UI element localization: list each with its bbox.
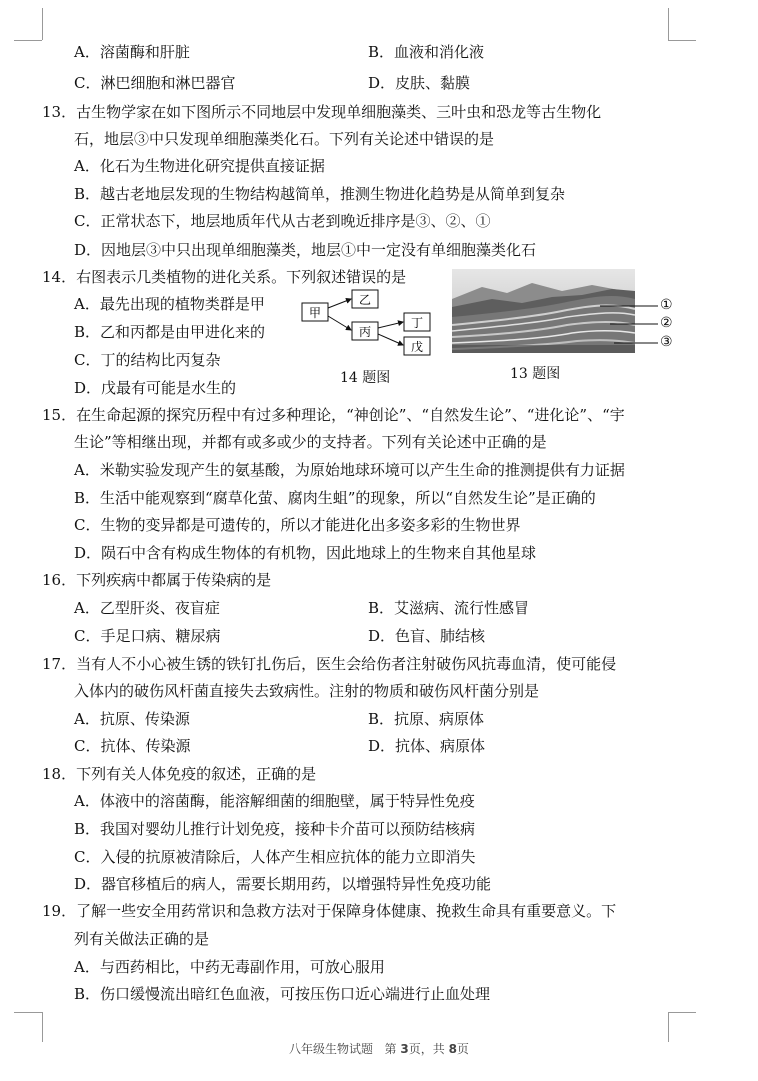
option-line: 石，地层③中只发现单细胞藻类化石。下列有关论述中错误的是 <box>74 130 495 148</box>
option-line: B．血液和消化液 <box>368 43 485 61</box>
option-line: B．艾滋病、流行性感冒 <box>368 599 530 617</box>
question-stem-line: 18．下列有关人体免疫的叙述，正确的是 <box>42 765 317 783</box>
option-line: B．我国对婴幼儿推行计划免疫，接种卡介苗可以预防结核病 <box>74 820 476 838</box>
footer-total-pages: 8 <box>448 1042 457 1056</box>
node-bing: 丙 <box>358 325 372 339</box>
option-line: C．丁的结构比丙复杂 <box>74 351 221 369</box>
footer-page-number: 3 <box>400 1042 409 1056</box>
marker-1: ① <box>660 297 673 313</box>
arrow-bing-wu <box>378 334 403 345</box>
question-stem-line: 13．古生物学家在如下图所示不同地层中发现单细胞藻类、三叶虫和恐龙等古生物化 <box>42 103 602 121</box>
question-stem-line: 19．了解一些安全用药常识和急救方法对于保障身体健康、挽救生命具有重要意义。下 <box>42 902 617 920</box>
option-line: A．溶菌酶和肝脏 <box>74 43 190 61</box>
crop-mark-bottom-right <box>668 1012 696 1013</box>
option-line: 生论”等相继出现，并都有或多或少的支持者。下列有关论述中正确的是 <box>74 433 547 451</box>
figure-14-diagram <box>296 286 436 360</box>
arrow-jia-bing <box>328 316 351 330</box>
option-line: B．越古老地层发现的生物结构越简单，推测生物进化趋势是从简单到复杂 <box>74 185 566 203</box>
arrow-bing-ding <box>378 322 403 328</box>
option-line: C．正常状态下，地层地质年代从古老到晚近排序是③、②、① <box>74 212 491 230</box>
node-yi: 乙 <box>358 293 372 307</box>
option-line: A．抗原、传染源 <box>74 710 190 728</box>
crop-mark-top-left <box>14 40 42 41</box>
crop-mark-bottom-left-v <box>42 1012 43 1042</box>
option-line: D．色盲、肺结核 <box>368 627 486 645</box>
question-stem-line: 17．当有人不小心被生锈的铁钉扎伤后，医生会给伤者注射破伤风抗毒血清，使可能侵 <box>42 655 617 673</box>
option-line: D．皮肤、黏膜 <box>368 74 471 92</box>
option-line: 列有关做法正确的是 <box>74 930 210 948</box>
option-line: B．抗原、病原体 <box>368 710 485 728</box>
question-stem-line: 16．下列疾病中都属于传染病的是 <box>42 571 272 589</box>
footer-page-mid: 页，共 <box>408 1042 445 1056</box>
option-line: 入体内的破伤风杆菌直接失去致病性。注射的物质和破伤风杆菌分别是 <box>74 682 540 700</box>
figure-13-caption: 13 题图 <box>510 366 561 382</box>
option-line: D．陨石中含有构成生物体的有机物，因此地球上的生物来自其他星球 <box>74 544 537 562</box>
node-jia: 甲 <box>308 306 322 320</box>
option-line: D．戊最有可能是水生的 <box>74 379 237 397</box>
option-line: A．最先出现的植物类群是甲 <box>74 295 265 313</box>
option-line: C．入侵的抗原被清除后，人体产生相应抗体的能力立即消失 <box>74 848 476 866</box>
option-line: C．抗体、传染源 <box>74 737 191 755</box>
crop-mark-bottom-right-v <box>668 1012 669 1042</box>
footer-subject: 八年级生物试题 <box>289 1042 374 1056</box>
crop-mark-bottom-left <box>14 1012 42 1013</box>
option-line: D．器官移植后的病人，需要长期用药，以增强特异性免疫功能 <box>74 875 492 893</box>
option-line: A．与西药相比，中药无毒副作用，可放心服用 <box>74 958 385 976</box>
option-line: A．体液中的溶菌酶，能溶解细菌的细胞壁，属于特异性免疫 <box>74 792 475 810</box>
option-line: C．手足口病、糖尿病 <box>74 627 221 645</box>
option-line: B．伤口缓慢流出暗红色血液，可按压伤口近心端进行止血处理 <box>74 985 491 1003</box>
crop-mark-top-right <box>668 40 696 41</box>
option-line: B．乙和丙都是由甲进化来的 <box>74 323 266 341</box>
option-line: C．生物的变异都是可遗传的，所以才能进化出多姿多彩的生物世界 <box>74 516 521 534</box>
marker-3: ③ <box>660 334 673 350</box>
option-line: D．抗体、病原体 <box>368 737 486 755</box>
figure-14-caption: 14 题图 <box>340 370 391 386</box>
question-stem-line: 14．右图表示几类植物的进化关系。下列叙述错误的是 <box>42 268 407 286</box>
node-ding: 丁 <box>410 316 424 330</box>
marker-2: ② <box>660 315 673 331</box>
figure-13-leader-lines <box>600 296 660 352</box>
option-line: A．化石为生物进化研究提供直接证据 <box>74 157 325 175</box>
question-stem-line: 15．在生命起源的探究历程中有过多种理论，“神创论”、“自然发生论”、“进化论”、“宇 <box>42 406 625 424</box>
footer-page-prefix: 第 <box>384 1042 397 1056</box>
option-line: C．淋巴细胞和淋巴器官 <box>74 74 236 92</box>
crop-mark-top-left-v <box>42 8 43 40</box>
arrow-jia-yi <box>328 299 351 308</box>
node-wu: 戊 <box>410 340 424 354</box>
option-line: A．米勒实验发现产生的氨基酸，为原始地球环境可以产生生命的推测提供有力证据 <box>74 461 625 479</box>
crop-mark-top-right-v <box>668 8 669 40</box>
option-line: D．因地层③中只出现单细胞藻类，地层①中一定没有单细胞藻类化石 <box>74 241 537 259</box>
option-line: A．乙型肝炎、夜盲症 <box>74 599 220 617</box>
option-line: B．生活中能观察到“腐草化萤、腐肉生蛆”的现象，所以“自然发生论”是正确的 <box>74 489 596 507</box>
page-footer <box>0 1040 758 1057</box>
footer-page-suffix: 页 <box>456 1042 469 1056</box>
